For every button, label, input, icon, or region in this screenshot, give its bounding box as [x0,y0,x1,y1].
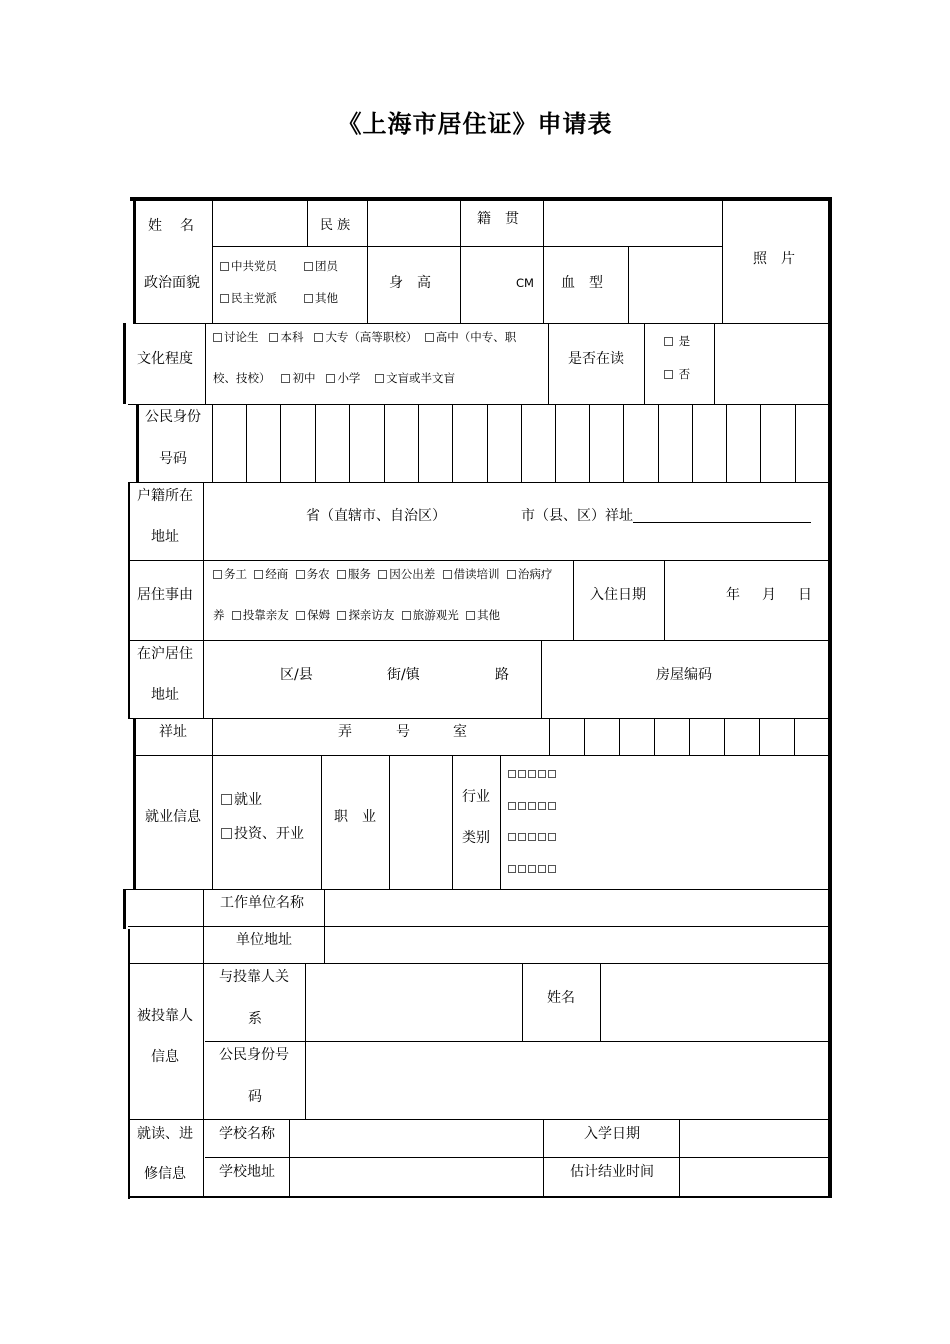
height-unit: CM [516,276,534,290]
detail-address-label: 祥址 [159,724,187,740]
ethnicity-label: 民 族 [320,218,351,233]
company-address-label: 单位地址 [236,932,292,948]
name-input[interactable] [214,203,306,245]
reason-options-line1[interactable]: 务工 经商 务农 服务 因公出差 借读培训 治病疗 [213,566,552,582]
graduation-label: 估计结业时间 [570,1164,654,1180]
dependent-label-1: 被投靠人 [137,1008,193,1024]
native-place-input[interactable] [545,203,721,245]
industry-label-1: 行业 [462,789,490,805]
form-title: 《上海市居住证》申请表 [337,110,613,138]
blood-type-label: 血 型 [561,275,603,291]
address-underline[interactable] [633,508,811,523]
checkbox-icon [375,374,384,383]
dependent-name-label: 姓名 [547,990,575,1006]
industry-code-boxes-2[interactable] [508,795,558,814]
checkbox-icon [337,611,346,620]
studying-label: 是否在读 [568,351,624,367]
studying-yes[interactable]: 是 [664,333,690,349]
checkbox-icon [254,570,263,579]
education-label: 文化程度 [137,351,193,367]
studying-no[interactable]: 否 [664,366,690,382]
household-city: 市（县、区）祥址 [521,507,811,525]
household-province: 省（直辖市、自治区） [306,508,446,524]
sh-road: 路 [495,667,509,683]
dependent-id-label-1: 公民身份号 [219,1047,289,1063]
move-in-date-label: 入住日期 [590,587,646,603]
checkbox-icon [304,294,313,303]
checkbox-icon [507,570,516,579]
checkbox-icon [466,611,475,620]
school-info-label-2: 修信息 [144,1166,186,1182]
photo-label: 照 片 [753,251,795,267]
employment-option-invest[interactable]: 投资、开业 [221,825,304,843]
photo-box[interactable] [724,203,827,322]
industry-label-2: 类别 [462,830,490,846]
checkbox-icon [378,570,387,579]
school-name-label: 学校名称 [219,1126,275,1142]
checkbox-icon [314,333,323,342]
industry-code-boxes-1[interactable] [508,763,558,782]
checkbox-icon [296,611,305,620]
enroll-date-label: 入学日期 [584,1126,640,1142]
height-label: 身 高 [389,275,431,291]
education-options-line2[interactable]: 校、技校） 初中 小学 文盲或半文盲 [213,371,456,385]
checkbox-icon [213,570,222,579]
employment-option-employed[interactable]: 就业 [221,791,262,809]
checkbox-icon [402,611,411,620]
industry-code-boxes-4[interactable] [508,858,558,877]
checkbox-icon [337,570,346,579]
move-in-month: 月 [762,587,776,603]
checkbox-icon [443,570,452,579]
industry-code-boxes-3[interactable] [508,826,558,845]
checkbox-icon [221,794,232,805]
checkbox-icon [281,374,290,383]
detail-lane: 弄 [338,724,352,740]
relation-label-2: 系 [248,1011,262,1027]
checkbox-icon [296,570,305,579]
reason-label: 居住事由 [137,587,193,603]
name-label: 姓 名 [148,218,196,234]
household-label-1: 户籍所在 [137,488,193,504]
move-in-year: 年 [726,587,740,603]
checkbox-icon [664,370,673,379]
sh-street: 街/镇 [387,667,420,683]
employment-label: 就业信息 [145,809,201,825]
id-number-label-2: 号码 [159,451,187,467]
ethnicity-input[interactable] [369,203,459,245]
sh-district: 区/县 [280,667,313,683]
occupation-label: 职 业 [334,809,376,825]
relation-label-1: 与投靠人关 [219,969,289,985]
dependent-label-2: 信息 [151,1049,179,1065]
checkbox-icon [220,262,229,271]
education-options-line1[interactable]: 讨论生 本科 大专（高等职校） 高中（中专、职 [213,329,516,345]
detail-room: 室 [453,724,467,740]
checkbox-icon [213,333,222,342]
move-in-day: 日 [798,587,812,603]
id-number-label-1: 公民身份 [145,409,201,425]
checkbox-icon [221,828,232,839]
school-address-label: 学校地址 [219,1164,275,1180]
company-name-label: 工作单位名称 [220,895,304,911]
sh-address-label-2: 地址 [151,687,179,703]
checkbox-icon [269,333,278,342]
checkbox-icon [232,611,241,620]
checkbox-icon [304,262,313,271]
political-option-cpc[interactable]: 中共党员 [220,258,277,274]
political-option-other[interactable]: 其他 [304,290,338,306]
dependent-id-label-2: 码 [248,1089,262,1105]
political-option-league[interactable]: 团员 [304,258,338,274]
house-code-label: 房屋编码 [656,667,712,683]
checkbox-icon [220,294,229,303]
household-label-2: 地址 [151,529,179,545]
sh-address-label-1: 在沪居住 [137,646,193,662]
political-option-democratic[interactable]: 民主党派 [220,290,277,306]
political-label: 政治面貌 [144,275,200,291]
reason-options-line2[interactable]: 养 投靠亲友 保姆 探亲访友 旅游观光 其他 [213,608,501,622]
checkbox-icon [425,333,434,342]
checkbox-icon [664,337,673,346]
detail-number: 号 [396,724,410,740]
school-info-label-1: 就读、进 [137,1126,193,1142]
native-place-label: 籍 贯 [477,211,519,227]
checkbox-icon [326,374,335,383]
